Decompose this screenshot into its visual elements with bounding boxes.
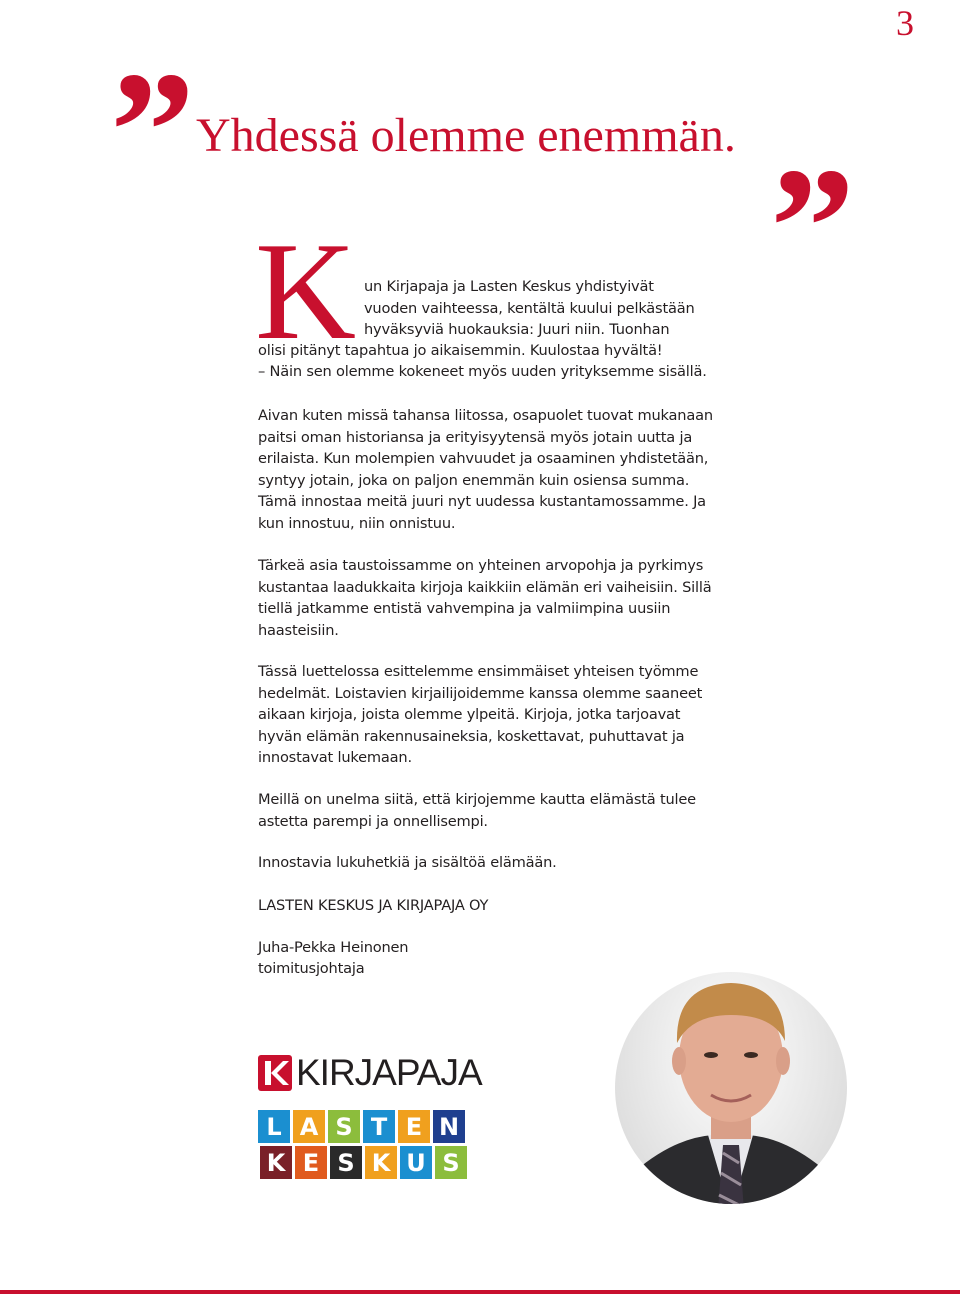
logo-letter-tile: S: [328, 1110, 360, 1143]
logo-letter-tile: S: [330, 1146, 362, 1179]
bottom-rule: [0, 1290, 960, 1294]
drop-cap: K: [255, 214, 357, 369]
kirjapaja-k-icon: [258, 1055, 292, 1091]
logo-letter-tile: T: [363, 1110, 395, 1143]
logo-letter-tile: A: [293, 1110, 325, 1143]
intro-line: olisi pitänyt tapahtua jo aikaisemmin. Kuulostaa hyvältä!: [258, 342, 663, 359]
logo-letter-tile: E: [295, 1146, 327, 1179]
kirjapaja-wordmark: KIRJAPAJA: [296, 1052, 482, 1093]
signature-company: LASTEN KESKUS JA KIRJAPAJA OY: [258, 897, 489, 914]
body-paragraph: Aivan kuten missä tahansa liitossa, osapuolet tuovat mukanaan paitsi oman historiansa ja erityisyytensä myös jotain uutta ja erilaista. Kun molempien vahvuudet ja osaaminen yhdistetään, syntyy jotain, joka on paljon enemmän kuin osiensa summa. Tämä innostaa meitä juuri nyt uudessa kustantamossamme. Ja kun innostuu, niin onnistuu.: [258, 407, 713, 532]
lasten-keskus-logo: [258, 1110, 467, 1182]
body-paragraph: Tärkeä asia taustoissamme on yhteinen arvopohja ja pyrkimys kustantaa laadukkaita kirjoja kaikkiin elämän eri vaiheisiin. Sillä tiellä jatkamme entistä vahvempina ja valmiimpina uusiin haasteisiin.: [258, 557, 712, 639]
intro-line: hyväksyviä huokauksia: Juuri niin. Tuonhan: [364, 321, 670, 338]
kirjapaja-logo: [258, 1052, 482, 1094]
portrait-illustration: [613, 923, 848, 1253]
body-paragraph: Innostavia lukuhetkiä ja sisältöä elämään.: [258, 854, 557, 871]
logo-letter-tile: K: [260, 1146, 292, 1179]
body-paragraph: Tässä luettelossa esittelemme ensimmäiset yhteisen työmme hedelmät. Loistavien kirjailijoidemme kanssa olemme saaneet aikaan kirjoja, joista olemme ylpeitä. Kirjoja, jotka tarjoavat hyvän elämän rakennusaineksia, koskettavat, puhuttavat ja innostavat lukemaan.: [258, 663, 703, 767]
signature-title: toimitusjohtaja: [258, 960, 365, 977]
opening-quote-mark: ”: [110, 37, 195, 225]
headline: Yhdessä olemme enemmän.: [196, 109, 736, 162]
intro-line: – Näin sen olemme kokeneet myös uuden yrityksemme sisällä.: [258, 363, 707, 380]
lasten-keskus-row: [260, 1146, 467, 1179]
logo-letter-tile: N: [433, 1110, 465, 1143]
portrait-photo: [613, 923, 848, 1253]
closing-quote-mark: ”: [770, 133, 855, 321]
lasten-keskus-row: [258, 1110, 467, 1143]
page-number: 3: [896, 3, 914, 43]
body-paragraph: Meillä on unelma siitä, että kirjojemme kautta elämästä tulee astetta parempi ja onnellisempi.: [258, 791, 696, 830]
logo-letter-tile: L: [258, 1110, 290, 1143]
signature-name: Juha-Pekka Heinonen: [258, 939, 409, 956]
logo-letter-tile: U: [400, 1146, 432, 1179]
logo-letter-tile: S: [435, 1146, 467, 1179]
intro-line: vuoden vaihteessa, kentältä kuului pelkästään: [364, 300, 695, 317]
logo-letter-tile: E: [398, 1110, 430, 1143]
logo-letter-tile: K: [365, 1146, 397, 1179]
intro-line: un Kirjapaja ja Lasten Keskus yhdistyivät: [364, 278, 654, 295]
